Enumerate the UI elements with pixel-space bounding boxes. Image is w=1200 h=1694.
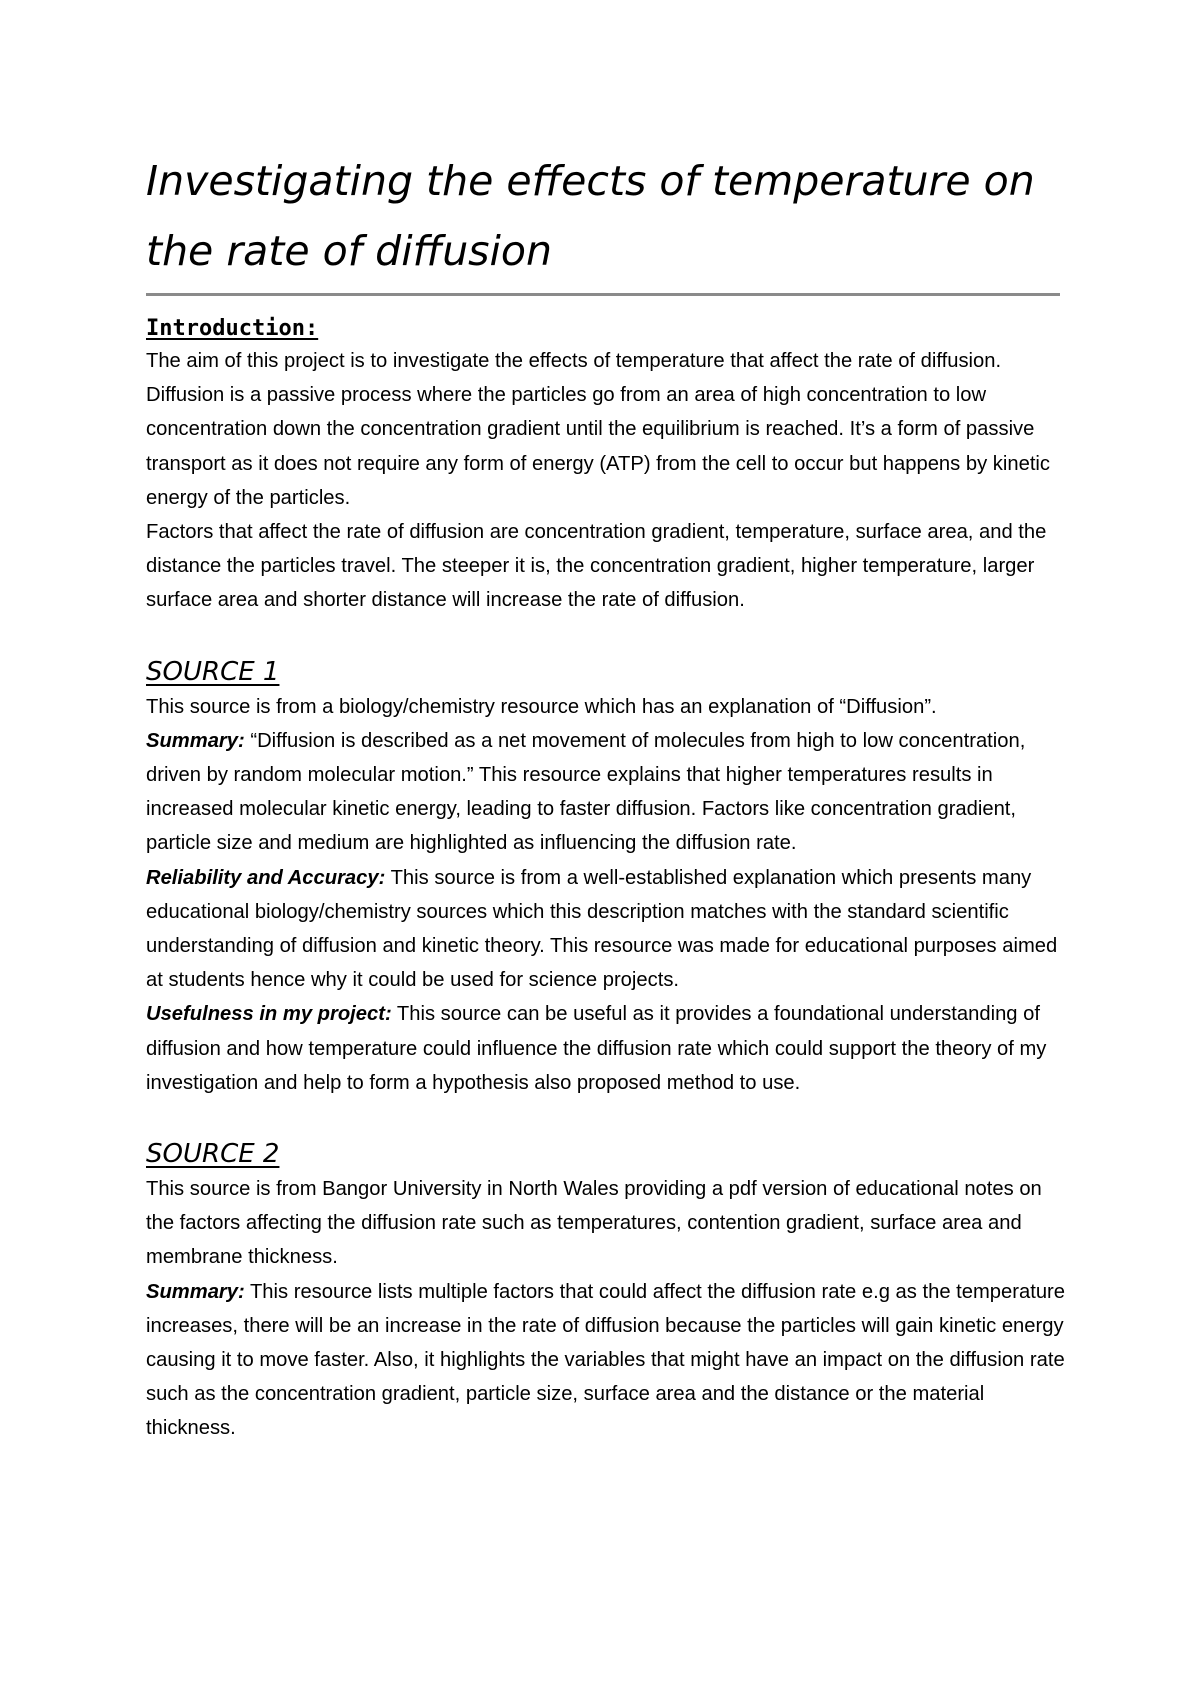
source-1-summary-text: “Diffusion is described as a net movement of molecules from high to low concentration, driven by random molecular motion.” This resource explains that higher temperatures results in increased molecular kinetic energy, leading to faster diffusion. Factors like concentration gradient, particle size and medium are highlighted as influencing the diffusion rate.: [146, 729, 1026, 855]
source-2-summary: [146, 1275, 1066, 1446]
source-1-usefulness-label: Usefulness in my project:: [146, 1003, 392, 1026]
title-divider: [146, 293, 1060, 296]
source-2-summary-text: This resource lists multiple factors that could affect the diffusion rate e.g as the temperature increases, there will be an increase in the rate of diffusion because the particles will gain kinetic energy causing it to move faster. Also, it highlights the variables that might have an impact on the diffusion rate such as the concentration gradient, particle size, surface area and the distance or the material thickness.: [146, 1280, 1065, 1440]
source-1-usefulness-text: This source can be useful as it provides a foundational understanding of diffusion and how temperature could influence the diffusion rate which could support the theory of my investigation and help to form a hypothesis also proposed method to use.: [146, 1003, 1047, 1094]
source-1-reliability-text: This source is from a well-established explanation which presents many educational biology/chemistry sources which this description matches with the standard scientific understanding of diffusion and kinetic theory. This resource was made for educational purposes aimed at students hence why it could be used for science projects.: [146, 866, 1058, 992]
document-title: Investigating the effects of temperature on the rate of diffusion: [146, 157, 1035, 275]
source-1-summary-label: Summary:: [146, 729, 245, 752]
document-content: [146, 146, 1066, 1446]
source-2-heading: SOURCE 2: [146, 1139, 280, 1170]
source-1-reliability-label: Reliability and Accuracy:: [146, 866, 386, 889]
source-2-intro: This source is from Bangor University in North Wales providing a pdf version of educational notes on the factors affecting the diffusion rate such as temperatures, contention gradient, surface area and membrane thickness.: [146, 1178, 1042, 1269]
source-2-summary-label: Summary:: [146, 1280, 245, 1303]
source-1-reliability: [146, 861, 1066, 998]
source-1-usefulness: [146, 997, 1066, 1100]
source-1-summary: [146, 724, 1066, 861]
source-1-intro: This source is from a biology/chemistry resource which has an explanation of “Diffusion”.: [146, 695, 937, 718]
introduction-heading: Introduction:: [146, 316, 319, 341]
introduction-paragraph-1: The aim of this project is to investigate the effects of temperature that affect the rate of diffusion. Diffusion is a passive process where the particles go from an area of high concentration to low concentration down the concentration gradient until the equilibrium is reached. It’s a form of passive transport as it does not require any form of energy (ATP) from the cell to occur but happens by kinetic energy of the particles.: [146, 350, 1051, 509]
introduction-paragraph-2: Factors that affect the rate of diffusion are concentration gradient, temperature, surface area, and the distance the particles travel. The steeper it is, the concentration gradient, higher temperature, larger surface area and shorter distance will increase the rate of diffusion.: [146, 521, 1047, 612]
source-1-heading: SOURCE 1: [146, 656, 280, 687]
